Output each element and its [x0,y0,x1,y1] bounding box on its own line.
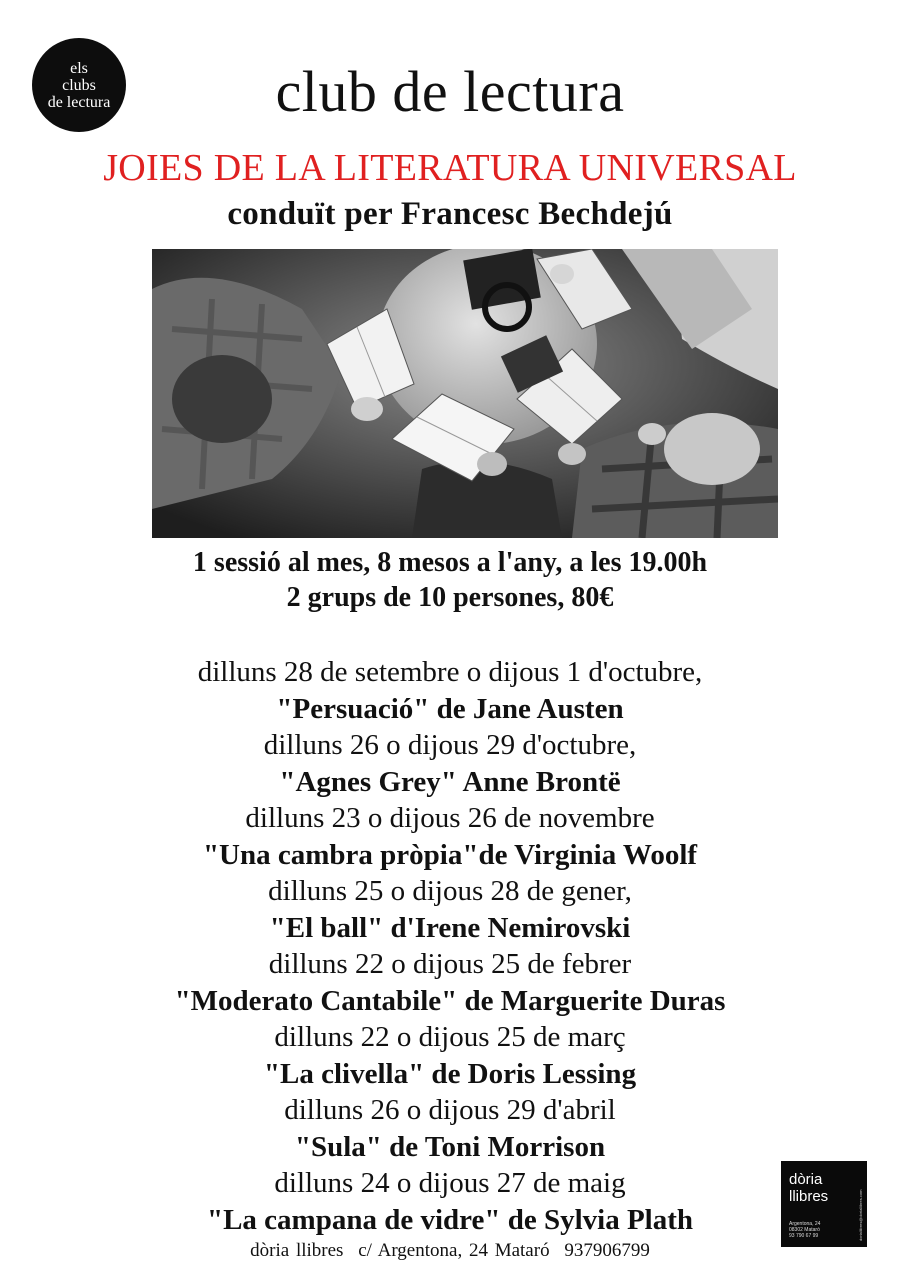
session-book: "Agnes Grey" Anne Brontë [279,765,621,798]
footer-store: dòria llibres [250,1240,344,1261]
session-date: dilluns 23 o dijous 26 de novembre [245,802,655,834]
session-book: "Moderato Cantabile" de Marguerite Duras [174,984,726,1017]
host-line: conduït per Francesc Bechdejú [227,196,673,232]
club-info [0,545,900,615]
store-logo [781,1161,867,1247]
store-logo-address: Argentona, 24 08302 Mataró 93 790 67 99 [789,1221,821,1239]
logo-line-1: els [70,59,88,77]
session-schedule [0,654,900,1238]
info-line-1: 1 sessió al mes, 8 mesos a l'any, a les 19.00h [192,547,708,578]
store-logo-name: dòria llibres [789,1171,829,1205]
page-title: club de lectura [275,59,625,124]
session-date: dilluns 22 o dijous 25 de març [274,1021,626,1053]
session-date: dilluns 26 o dijous 29 d'octubre, [263,729,637,761]
info-line-2: 2 grups de 10 persones, 80€ [286,582,614,613]
session-book: "Persuació" de Jane Austen [276,692,624,725]
session-book: "El ball" d'Irene Nemirovski [269,911,631,944]
session-date: dilluns 25 o dijous 28 de gener, [268,875,632,907]
session-book: "Una cambra pròpia"de Virginia Woolf [202,838,698,871]
series-title: JOIES DE LA LITERATURA UNIVERSAL [103,147,797,189]
session-date: dilluns 28 de setembre o dijous 1 d'octubre, [197,656,703,688]
session-date: dilluns 24 o dijous 27 de maig [274,1167,626,1199]
session-date: dilluns 26 o dijous 29 d'abril [284,1094,616,1126]
session-date: dilluns 22 o dijous 25 de febrer [268,948,632,980]
footer-phone: 937906799 [564,1240,650,1261]
footer-contact [0,1240,900,1262]
logo-line-3: de lectura [47,93,111,111]
session-book: "La campana de vidre" de Sylvia Plath [206,1203,694,1236]
reading-group-photo [152,249,778,538]
store-logo-email: doriallibres@doriallibres.com [858,1189,863,1241]
session-book: "La clivella" de Doris Lessing [263,1057,637,1090]
session-book: "Sula" de Toni Morrison [294,1130,606,1163]
footer-address: c/ Argentona, 24 Mataró [358,1240,550,1261]
logo-line-2: clubs [62,76,96,94]
